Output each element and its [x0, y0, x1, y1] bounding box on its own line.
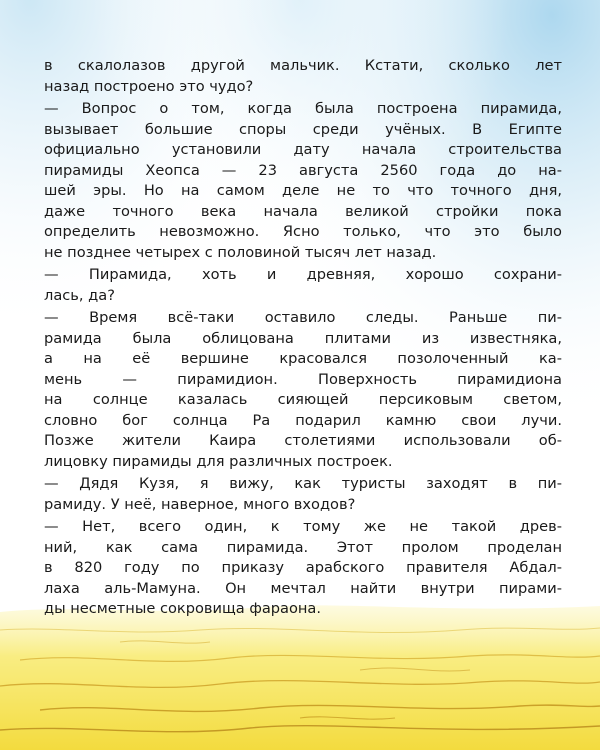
text-line: лась, да? — [44, 286, 115, 304]
text-line: шей эры. Но на самом деле не то что точного дня, — [44, 182, 562, 199]
text-line: лаха аль-Мамуна. Он мечтал найти внутри пирами- — [44, 579, 562, 597]
text-line: назад построено это чудо? — [44, 77, 254, 95]
paragraph-1 — [44, 56, 562, 97]
text-line: — Пирамида, хоть и древняя, хорошо сохрани- — [44, 266, 562, 283]
text-line: не позднее четырех с половиной тысяч лет назад. — [44, 243, 437, 261]
text-line: вызывает большие споры среди учёных. В Египте — [44, 120, 562, 138]
text-line: в скалолазов другой мальчик. Кстати, сколько лет — [44, 57, 562, 74]
paragraph-2 — [44, 99, 562, 263]
text-line: рамиду. У неё, наверное, много входов? — [44, 495, 356, 513]
text-line: ний, как сама пирамида. Этот пролом проделан — [44, 538, 562, 556]
text-line: даже точного века начала великой стройки пока — [44, 202, 562, 220]
text-line: мень — пирамидион. Поверхность пирамидиона — [44, 370, 562, 388]
paragraph-4 — [44, 308, 562, 472]
text-line: — Вопрос о том, когда была построена пирамида, — [44, 100, 562, 117]
text-line: а на её вершине красовался позолоченный ка- — [44, 350, 562, 367]
paragraph-3 — [44, 265, 562, 306]
story-text — [44, 56, 562, 622]
text-line: ды несметные сокровища фараона. — [44, 600, 322, 617]
text-line: — Нет, всего один, к тому же не такой древ- — [44, 518, 562, 535]
text-line: Позже жители Каира столетиями использовали об- — [44, 432, 562, 449]
paragraph-5 — [44, 474, 562, 515]
text-line: лицовку пирамиды для различных построек. — [44, 452, 393, 470]
text-line: на солнце казалась сияющей персиковым светом, — [44, 391, 562, 408]
paragraph-6 — [44, 517, 562, 620]
text-line: официально установили дату начала строительства — [44, 141, 562, 158]
text-line: — Время всё-таки оставило следы. Раньше пи- — [44, 309, 562, 326]
text-line: пирамиды Хеопса — 23 августа 2560 года до на- — [44, 161, 562, 179]
text-line: в 820 году по приказу арабского правителя Абдал- — [44, 559, 562, 576]
text-line: рамида была облицована плитами из известняка, — [44, 329, 562, 347]
text-line: — Дядя Кузя, я вижу, как туристы заходят в пи- — [44, 475, 562, 492]
text-line: определить невозможно. Ясно только, что это было — [44, 223, 562, 240]
text-line: словно бог солнца Ра подарил камню свои лучи. — [44, 411, 562, 429]
